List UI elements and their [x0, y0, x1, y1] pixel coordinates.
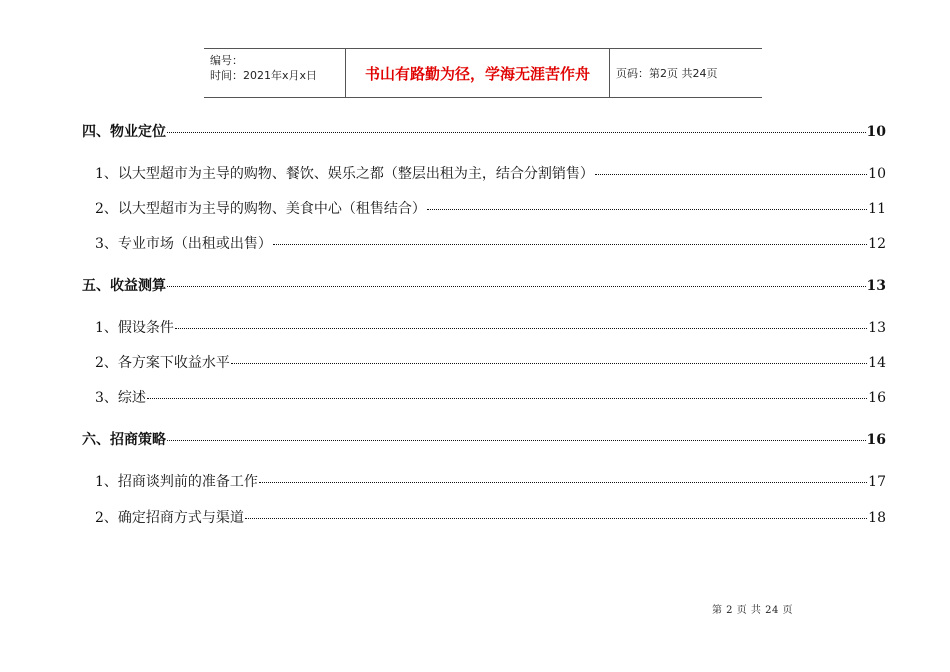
toc-entry-title: 六、招商策略: [82, 432, 166, 448]
toc-entry[interactable]: [95, 507, 886, 527]
toc-entry-title: 2、以大型超市为主导的购物、美食中心（租售结合）: [95, 201, 426, 217]
toc-entry-page: 12: [868, 236, 886, 252]
toc-entry-page: 11: [868, 201, 886, 217]
toc-entry[interactable]: [95, 471, 886, 491]
toc-entry-page: 16: [866, 432, 886, 448]
toc-entry-title: 五、收益测算: [82, 278, 166, 294]
toc-entry[interactable]: [82, 275, 886, 295]
toc-entry-title: 1、假设条件: [95, 320, 174, 336]
toc-leader: [427, 209, 867, 210]
toc-entry-title: 2、各方案下收益水平: [95, 355, 230, 371]
toc-leader: [245, 518, 867, 519]
toc-leader: [259, 482, 867, 483]
toc-entry-page: 14: [868, 355, 886, 371]
toc-entry[interactable]: [95, 317, 886, 337]
toc-entry-title: 四、物业定位: [82, 124, 166, 140]
toc-leader: [167, 286, 866, 287]
toc-entry-title: 1、招商谈判前的准备工作: [95, 474, 258, 490]
toc-entry-page: 18: [868, 510, 886, 526]
page-footer: 第 2 页 共 24 页: [712, 605, 793, 616]
toc-entry-page: 17: [868, 474, 886, 490]
header-motto: 书山有路勤为径，学海无涯苦作舟: [346, 49, 610, 97]
toc-leader: [167, 440, 866, 441]
toc-leader: [273, 244, 867, 245]
toc-entry[interactable]: [95, 163, 886, 183]
header-meta: [204, 49, 346, 97]
toc-entry-page: 16: [868, 390, 886, 406]
toc-entry-title: 2、确定招商方式与渠道: [95, 510, 244, 526]
toc-entry[interactable]: [95, 198, 886, 218]
toc-entry-page: 13: [866, 278, 886, 294]
serial-label: 编号：: [210, 54, 243, 67]
toc-entry-page: 10: [866, 124, 886, 140]
toc-entry-page: 13: [868, 320, 886, 336]
toc-leader: [595, 174, 867, 175]
toc-entry-page: 10: [868, 166, 886, 182]
header-page-info: 页码：第2页 共24页: [616, 67, 718, 80]
page-header: [204, 48, 762, 98]
toc-entry[interactable]: [95, 233, 886, 253]
toc-leader: [147, 398, 867, 399]
toc-leader: [167, 132, 866, 133]
toc-entry-title: 3、专业市场（出租或出售）: [95, 236, 272, 252]
toc-entry[interactable]: [95, 387, 886, 407]
toc-entry-title: 3、综述: [95, 390, 146, 406]
toc-entry[interactable]: [95, 352, 886, 372]
toc-entry-title: 1、以大型超市为主导的购物、餐饮、娱乐之都（整层出租为主，结合分割销售）: [95, 166, 594, 182]
toc-leader: [175, 328, 867, 329]
toc-leader: [231, 363, 867, 364]
toc-entry[interactable]: [82, 121, 886, 141]
toc-entry[interactable]: [82, 429, 886, 449]
time-label: 时间：2021年x月x日: [210, 69, 318, 82]
